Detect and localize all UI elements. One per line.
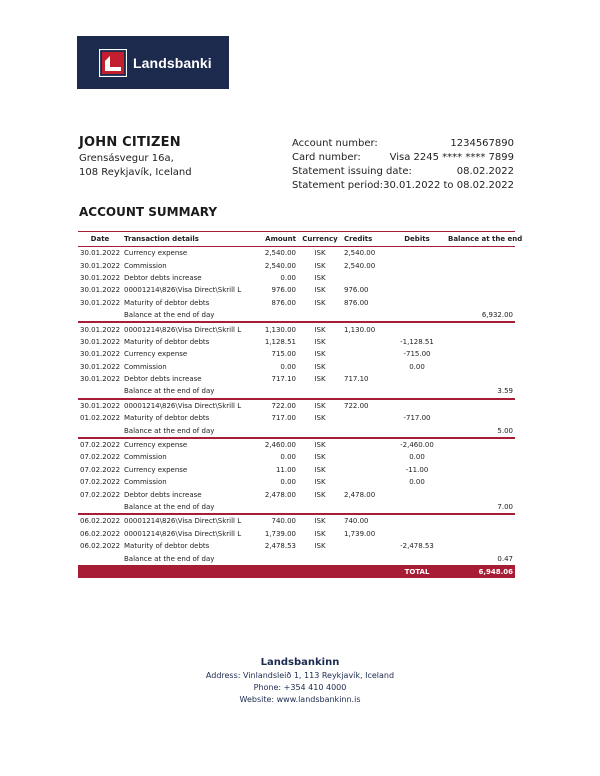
cell-date: 07.02.2022 <box>80 453 121 462</box>
cell-debits: -1,128.51 <box>400 337 434 346</box>
cell-credits: 722.00 <box>344 401 369 410</box>
cell-amount: 1,130.00 <box>264 325 296 334</box>
cell-amount: 1,739.00 <box>264 529 296 538</box>
cell-currency: ISK <box>314 362 326 371</box>
cell-credits: 876.00 <box>344 298 369 307</box>
cell-amount: 0.00 <box>280 453 296 462</box>
balance-label: Balance at the end of day <box>122 424 446 437</box>
cell-details: Commission <box>124 478 167 487</box>
cell-amount: 717.10 <box>271 375 296 384</box>
cell-currency: ISK <box>314 298 326 307</box>
cell-balance <box>446 438 515 451</box>
cell-credits <box>342 361 388 373</box>
cell-date: 30.01.2022 <box>80 401 121 410</box>
cell-date: 06.02.2022 <box>80 542 121 551</box>
cell-details: Maturity of debtor debts <box>124 337 210 346</box>
cell-debits: 0.00 <box>409 478 425 487</box>
balance-row <box>78 385 515 398</box>
cell-credits: 976.00 <box>344 286 369 295</box>
cell-debits: -717.00 <box>403 414 431 423</box>
cell-credits <box>342 464 388 476</box>
cell-currency: ISK <box>314 350 326 359</box>
cell-credits: 2,478.00 <box>344 490 376 499</box>
cell-date: 30.01.2022 <box>80 249 121 258</box>
account-number-row <box>292 137 514 151</box>
cell-currency: ISK <box>314 478 326 487</box>
cell-details: Maturity of debtor debts <box>124 298 210 307</box>
table-row <box>78 438 515 451</box>
footer <box>0 657 600 704</box>
statement-period-label: Statement period: <box>292 180 384 191</box>
cell-balance <box>446 540 515 552</box>
cell-balance <box>446 373 515 385</box>
cell-balance <box>446 476 515 488</box>
cell-balance <box>446 451 515 463</box>
footer-bank-name: Landsbankinn <box>260 657 340 668</box>
total-label: TOTAL <box>388 566 446 578</box>
cell-balance <box>446 528 515 540</box>
footer-website: Website: www.landsbankinn.is <box>239 695 361 704</box>
balance-label: Balance at the end of day <box>122 501 446 514</box>
balance-label: Balance at the end of day <box>122 552 446 565</box>
cell-currency: ISK <box>314 286 326 295</box>
cell-empty <box>78 552 122 565</box>
balance-label: Balance at the end of day <box>122 385 446 398</box>
cell-amount: 2,478.00 <box>264 490 296 499</box>
cell-currency: ISK <box>314 273 326 282</box>
cell-currency: ISK <box>314 249 326 258</box>
cell-empty <box>78 424 122 437</box>
cell-date: 30.01.2022 <box>80 325 121 334</box>
cell-balance <box>446 272 515 284</box>
col-header-balance: Balance at the end <box>446 232 515 247</box>
cell-date: 07.02.2022 <box>80 465 121 474</box>
cell-credits <box>342 438 388 451</box>
table-row <box>78 247 515 260</box>
cell-balance <box>446 297 515 309</box>
cell-currency: ISK <box>314 261 326 270</box>
statement-period-row <box>292 179 514 193</box>
landsbanki-logo-icon <box>99 49 127 77</box>
cell-empty <box>78 309 122 322</box>
cell-credits <box>342 540 388 552</box>
cell-details: Currency expense <box>124 249 188 258</box>
cell-balance <box>446 336 515 348</box>
col-header-date: Date <box>78 232 122 247</box>
customer-block <box>79 135 192 178</box>
cell-debits <box>388 528 446 540</box>
balance-label: Balance at the end of day <box>122 309 446 322</box>
cell-debits: -11.00 <box>405 465 429 474</box>
col-header-debits: Debits <box>388 232 446 247</box>
cell-debits: -2,478.53 <box>400 542 434 551</box>
account-number-label: Account number: <box>292 138 378 149</box>
cell-debits: -2,460.00 <box>400 441 434 450</box>
table-row <box>78 373 515 385</box>
issuing-date-row <box>292 165 514 179</box>
balance-row <box>78 424 515 437</box>
table-header-row <box>78 232 515 247</box>
cell-date: 06.02.2022 <box>80 517 121 526</box>
total-spacer <box>78 566 388 578</box>
total-value: 6,948.06 <box>446 566 515 578</box>
cell-credits <box>342 348 388 360</box>
cell-date: 30.01.2022 <box>80 337 121 346</box>
cell-credits: 740.00 <box>344 517 369 526</box>
table-row <box>78 284 515 296</box>
customer-address-line1: Grensásvegur 16a, <box>79 153 174 164</box>
cell-amount: 717.00 <box>271 414 296 423</box>
card-number-row <box>292 151 514 165</box>
balance-row <box>78 552 515 565</box>
cell-debits <box>388 272 446 284</box>
cell-details: Currency expense <box>124 350 188 359</box>
table-row <box>78 412 515 424</box>
cell-amount: 11.00 <box>275 465 296 474</box>
customer-name: JOHN CITIZEN <box>79 135 181 150</box>
cell-amount: 1,128.51 <box>264 337 296 346</box>
cell-credits <box>342 451 388 463</box>
cell-balance <box>446 361 515 373</box>
cell-balance <box>446 247 515 260</box>
cell-amount: 740.00 <box>271 517 296 526</box>
transactions-body <box>78 247 515 578</box>
table-row <box>78 272 515 284</box>
cell-empty <box>78 385 122 398</box>
cell-details: Debtor debts increase <box>124 273 202 282</box>
cell-amount: 722.00 <box>271 401 296 410</box>
footer-phone: Phone: +354 410 4000 <box>253 683 347 692</box>
cell-details: Currency expense <box>124 465 188 474</box>
cell-balance <box>446 322 515 335</box>
cell-amount: 0.00 <box>280 273 296 282</box>
cell-credits <box>342 412 388 424</box>
table-row <box>78 476 515 488</box>
total-row <box>78 566 515 578</box>
cell-credits: 1,739.00 <box>344 529 376 538</box>
cell-amount: 2,540.00 <box>264 261 296 270</box>
cell-currency: ISK <box>314 542 326 551</box>
cell-balance <box>446 348 515 360</box>
cell-debits <box>388 297 446 309</box>
account-info <box>292 137 514 193</box>
cell-amount: 2,540.00 <box>264 249 296 258</box>
cell-debits <box>388 399 446 412</box>
cell-amount: 2,460.00 <box>264 441 296 450</box>
cell-balance <box>446 488 515 500</box>
cell-credits: 1,130.00 <box>344 325 376 334</box>
cell-credits: 2,540.00 <box>344 261 376 270</box>
cell-credits <box>342 476 388 488</box>
issuing-date-label: Statement issuing date: <box>292 166 412 177</box>
table-row <box>78 514 515 527</box>
cell-date: 01.02.2022 <box>80 414 121 423</box>
cell-details: Debtor debts increase <box>124 490 202 499</box>
cell-date: 07.02.2022 <box>80 490 121 499</box>
cell-debits <box>388 247 446 260</box>
table-row <box>78 336 515 348</box>
statement-period-value: 30.01.2022 to 08.02.2022 <box>383 180 514 191</box>
table-row <box>78 361 515 373</box>
cell-debits <box>388 514 446 527</box>
cell-date: 30.01.2022 <box>80 362 121 371</box>
table-row <box>78 540 515 552</box>
table-row <box>78 259 515 271</box>
table-row <box>78 528 515 540</box>
cell-date: 30.01.2022 <box>80 375 121 384</box>
cell-debits <box>388 322 446 335</box>
footer-address: Address: Vinlandsleið 1, 113 Reykjavík, Iceland <box>205 671 395 680</box>
cell-date: 30.01.2022 <box>80 298 121 307</box>
cell-currency: ISK <box>314 453 326 462</box>
cell-details: Commission <box>124 261 167 270</box>
cell-amount: 0.00 <box>280 362 296 371</box>
table-row <box>78 322 515 335</box>
balance-row <box>78 501 515 514</box>
cell-date: 06.02.2022 <box>80 529 121 538</box>
transactions-table <box>78 231 523 578</box>
account-number-value: 1234567890 <box>450 138 514 149</box>
card-number-label: Card number: <box>292 152 361 163</box>
cell-debits <box>388 488 446 500</box>
table-row <box>78 348 515 360</box>
cell-details: 00001214\826\Visa Direct\Skrill L <box>124 286 242 295</box>
cell-date: 07.02.2022 <box>80 478 121 487</box>
issuing-date-value: 08.02.2022 <box>456 166 514 177</box>
cell-credits <box>342 272 388 284</box>
balance-row <box>78 309 515 322</box>
cell-details: Debtor debts increase <box>124 375 202 384</box>
balance-value: 7.00 <box>446 501 515 514</box>
cell-details: Currency expense <box>124 441 188 450</box>
cell-debits <box>388 373 446 385</box>
cell-currency: ISK <box>314 517 326 526</box>
account-summary-title: ACCOUNT SUMMARY <box>79 205 218 219</box>
cell-date: 07.02.2022 <box>80 441 121 450</box>
cell-debits: -715.00 <box>403 350 431 359</box>
cell-currency: ISK <box>314 337 326 346</box>
col-header-amount: Amount <box>248 232 298 247</box>
balance-value: 5.00 <box>446 424 515 437</box>
table-row <box>78 297 515 309</box>
table-row <box>78 451 515 463</box>
cell-amount: 715.00 <box>271 350 296 359</box>
cell-credits: 2,540.00 <box>344 249 376 258</box>
cell-details: 00001214\826\Visa Direct\Skrill L <box>124 325 242 334</box>
col-header-credits: Credits <box>342 232 388 247</box>
cell-details: Maturity of debtor debts <box>124 542 210 551</box>
bank-logo <box>77 36 229 89</box>
balance-value: 0.47 <box>446 552 515 565</box>
cell-balance <box>446 514 515 527</box>
cell-date: 30.01.2022 <box>80 273 121 282</box>
table-row <box>78 488 515 500</box>
cell-currency: ISK <box>314 401 326 410</box>
balance-value: 6,932.00 <box>446 309 515 322</box>
cell-balance <box>446 399 515 412</box>
cell-amount: 976.00 <box>271 286 296 295</box>
cell-balance <box>446 464 515 476</box>
cell-currency: ISK <box>314 465 326 474</box>
cell-details: 00001214\826\Visa Direct\Skrill L <box>124 517 242 526</box>
cell-details: Commission <box>124 362 167 371</box>
cell-currency: ISK <box>314 490 326 499</box>
cell-debits <box>388 284 446 296</box>
cell-balance <box>446 412 515 424</box>
cell-amount: 2,478.53 <box>264 542 296 551</box>
cell-amount: 0.00 <box>280 478 296 487</box>
col-header-details: Transaction details <box>122 232 248 247</box>
cell-date: 30.01.2022 <box>80 261 121 270</box>
cell-debits <box>388 259 446 271</box>
cell-currency: ISK <box>314 529 326 538</box>
cell-details: Commission <box>124 453 167 462</box>
cell-balance <box>446 284 515 296</box>
cell-date: 30.01.2022 <box>80 350 121 359</box>
balance-value: 3.59 <box>446 385 515 398</box>
cell-empty <box>78 501 122 514</box>
cell-details: 00001214\826\Visa Direct\Skrill L <box>124 529 242 538</box>
cell-details: 00001214\826\Visa Direct\Skrill L <box>124 401 242 410</box>
cell-currency: ISK <box>314 414 326 423</box>
table-row <box>78 464 515 476</box>
table-row <box>78 399 515 412</box>
cell-currency: ISK <box>314 325 326 334</box>
cell-currency: ISK <box>314 375 326 384</box>
cell-debits: 0.00 <box>409 453 425 462</box>
cell-credits <box>342 336 388 348</box>
cell-details: Maturity of debtor debts <box>124 414 210 423</box>
card-number-value: Visa 2245 **** **** 7899 <box>389 152 514 163</box>
col-header-currency: Currency <box>298 232 342 247</box>
cell-credits: 717.10 <box>344 375 369 384</box>
logo-text: Landsbanki <box>133 54 212 71</box>
cell-date: 30.01.2022 <box>80 286 121 295</box>
cell-debits: 0.00 <box>409 362 425 371</box>
cell-currency: ISK <box>314 441 326 450</box>
cell-balance <box>446 259 515 271</box>
cell-amount: 876.00 <box>271 298 296 307</box>
customer-address-line2: 108 Reykjavík, Iceland <box>79 167 192 178</box>
